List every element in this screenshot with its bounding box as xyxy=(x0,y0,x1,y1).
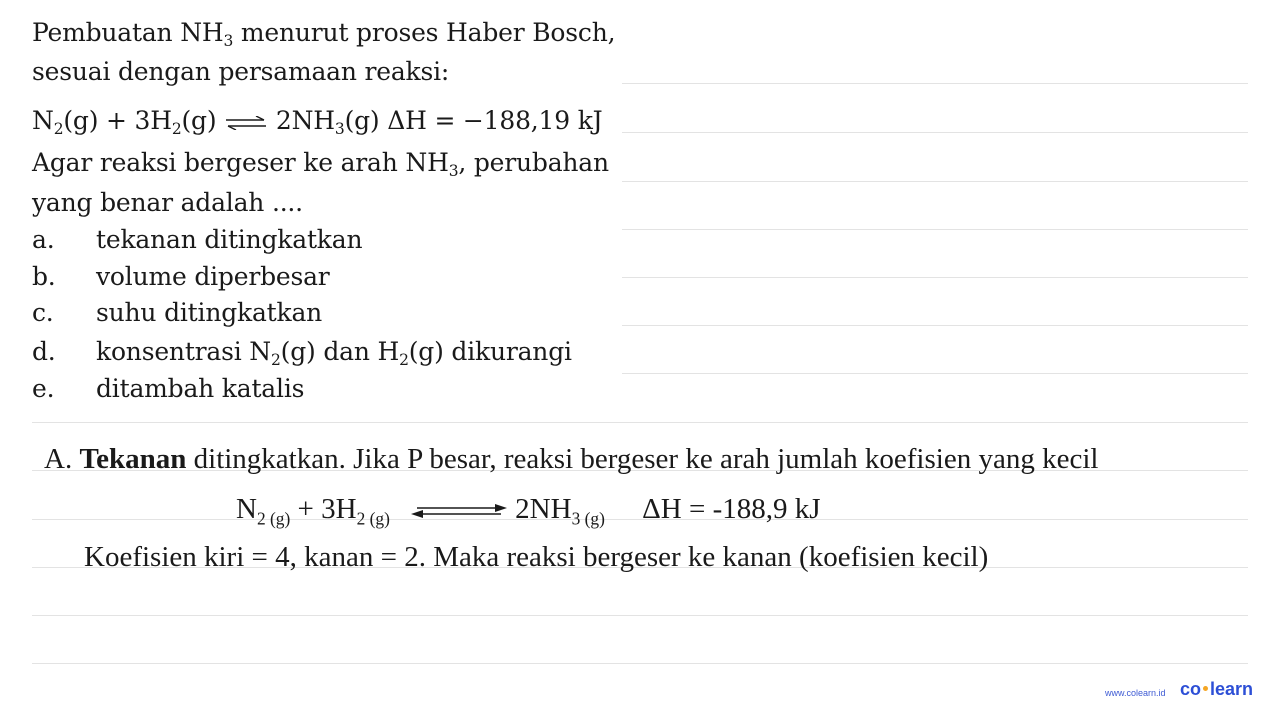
equilibrium-arrow-icon xyxy=(411,504,507,518)
equilibrium-arrow-icon xyxy=(224,116,268,130)
ruled-line xyxy=(32,422,1248,423)
answer-line: A. Tekanan ditingkatkan. Jika P besar, reaksi bergeser ke arah jumlah koefisien yang kecil xyxy=(44,443,1099,475)
question-line-2: sesuai dengan persamaan reaksi: xyxy=(32,57,450,86)
logo-dot-icon xyxy=(1203,686,1208,691)
ruled-line xyxy=(32,615,1248,616)
ruled-line xyxy=(622,229,1248,230)
question-equation: $N_2(g) + 3H_2(g)$ $2NH_3(g) \Delta H = -188,19$ kJ xyxy=(32,106,603,138)
answer-conclusion: Koefisien kiri = 4, kanan = 2. Maka reaksi bergeser ke kanan (koefisien kecil) xyxy=(84,541,989,573)
ruled-line xyxy=(32,663,1248,664)
ruled-line xyxy=(622,277,1248,278)
ruled-line xyxy=(622,181,1248,182)
ruled-line xyxy=(622,83,1248,84)
ruled-line xyxy=(622,132,1248,133)
question-line-4: Agar reaksi bergeser ke arah $NH_3$, perubahan xyxy=(32,148,609,180)
ruled-line xyxy=(622,373,1248,374)
question-line-1: Pembuatan $NH_3$ menurut proses Haber Bosch, xyxy=(32,18,616,50)
colearn-logo: co learn xyxy=(1180,679,1254,699)
ruled-line xyxy=(622,325,1248,326)
question-line-5: yang benar adalah .... xyxy=(32,188,303,217)
footer-url: www.colearn.id xyxy=(1105,688,1166,698)
answer-equation: $N_{2 (g)} + 3H_{2 (g)}$ $2NH_{3 (g)}$ ΔH = -188,9 kJ xyxy=(236,493,821,529)
